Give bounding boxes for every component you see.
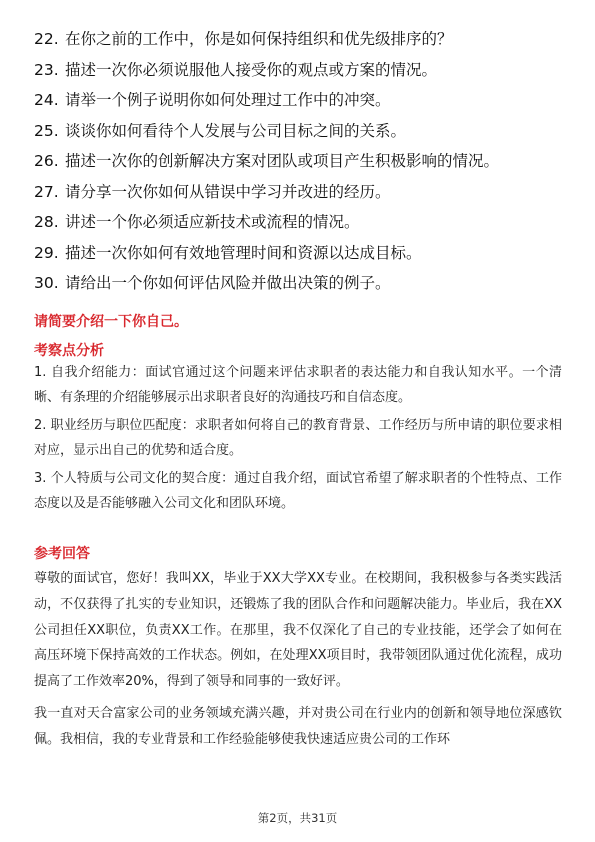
analysis-point: 1. 自我介绍能力：面试官通过这个问题来评估求职者的表达能力和自我认知水平。一个清晰、有条理的介绍能够展示出求职者良好的沟通技巧和自信态度。 [34,365,562,405]
question-number: 26. [34,152,59,170]
question-item [34,207,574,238]
question-item [34,146,574,177]
question-text: 谈谈你如何看待个人发展与公司目标之间的关系。 [65,121,407,140]
question-number: 23. [34,60,59,79]
analysis-point: 3. 个人特质与公司文化的契合度：通过自我介绍，面试官希望了解求职者的个性特点、工作态度以及是否能够融入公司文化和团队环境。 [34,471,562,511]
question-number: 22. [34,30,59,48]
question-text: 请举一个例子说明你如何处理过工作中的冲突。 [65,91,391,109]
question-item [34,177,574,208]
question-item [34,238,574,269]
question-item [34,24,574,55]
analysis-point: 2. 职业经历与职位匹配度：求职者如何将自己的教育背景、工作经历与所申请的职位要求相对应，显示出自己的优势和适合度。 [34,418,562,458]
question-number: 28. [34,213,59,231]
question-item [34,85,574,116]
analysis-section [34,361,562,516]
question-number: 29. [34,243,59,262]
question-text: 描述一次你的创新解决方案对团队或项目产生积极影响的情况。 [65,152,500,170]
question-list [34,24,574,299]
reference-heading: 参考回答 [34,546,90,562]
question-text: 请给出一个你如何评估风险并做出决策的例子。 [65,274,391,292]
reference-answer [34,566,562,753]
question-number: 27. [34,182,59,201]
question-text: 讲述一个你必须适应新技术或流程的情况。 [65,213,360,231]
question-item [34,116,574,147]
section-title: 请简要介绍一下你自己。 [34,314,188,330]
question-number: 24. [34,91,59,109]
question-item [34,268,574,299]
question-number: 30. [34,274,59,292]
question-item [34,55,574,86]
analysis-heading: 考察点分析 [34,343,104,359]
answer-paragraph: 尊敬的面试官，您好！我叫XX，毕业于XX大学XX专业。在校期间，我积极参与各类实践活动，不仅获得了扎实的专业知识，还锻炼了我的团队合作和问题解决能力。毕业后，我在XX公司担任XX职位，负责XX工作。在那里，我不仅深化了自己的专业技能，还学会了如何在高压环境下保持高效的工作状态。例如，在处理XX项目时，我带领团队通过优化流程，成功提高了工作效率20%，得到了领导和同事的一致好评。 [34,571,562,690]
question-text: 描述一次你必须说服他人接受你的观点或方案的情况。 [65,60,438,79]
question-number: 25. [34,121,59,140]
question-text: 请分享一次你如何从错误中学习并改进的经历。 [65,182,391,201]
page-footer: 第2页，共31页 [257,811,338,825]
question-text: 在你之前的工作中，你是如何保持组织和优先级排序的？ [65,30,453,48]
answer-paragraph: 我一直对天合富家公司的业务领域充满兴趣，并对贵公司在行业内的创新和领导地位深感钦佩。我相信，我的专业背景和工作经验能够使我快速适应贵公司的工作环 [34,705,562,747]
question-text: 描述一次你如何有效地管理时间和资源以达成目标。 [65,243,422,262]
